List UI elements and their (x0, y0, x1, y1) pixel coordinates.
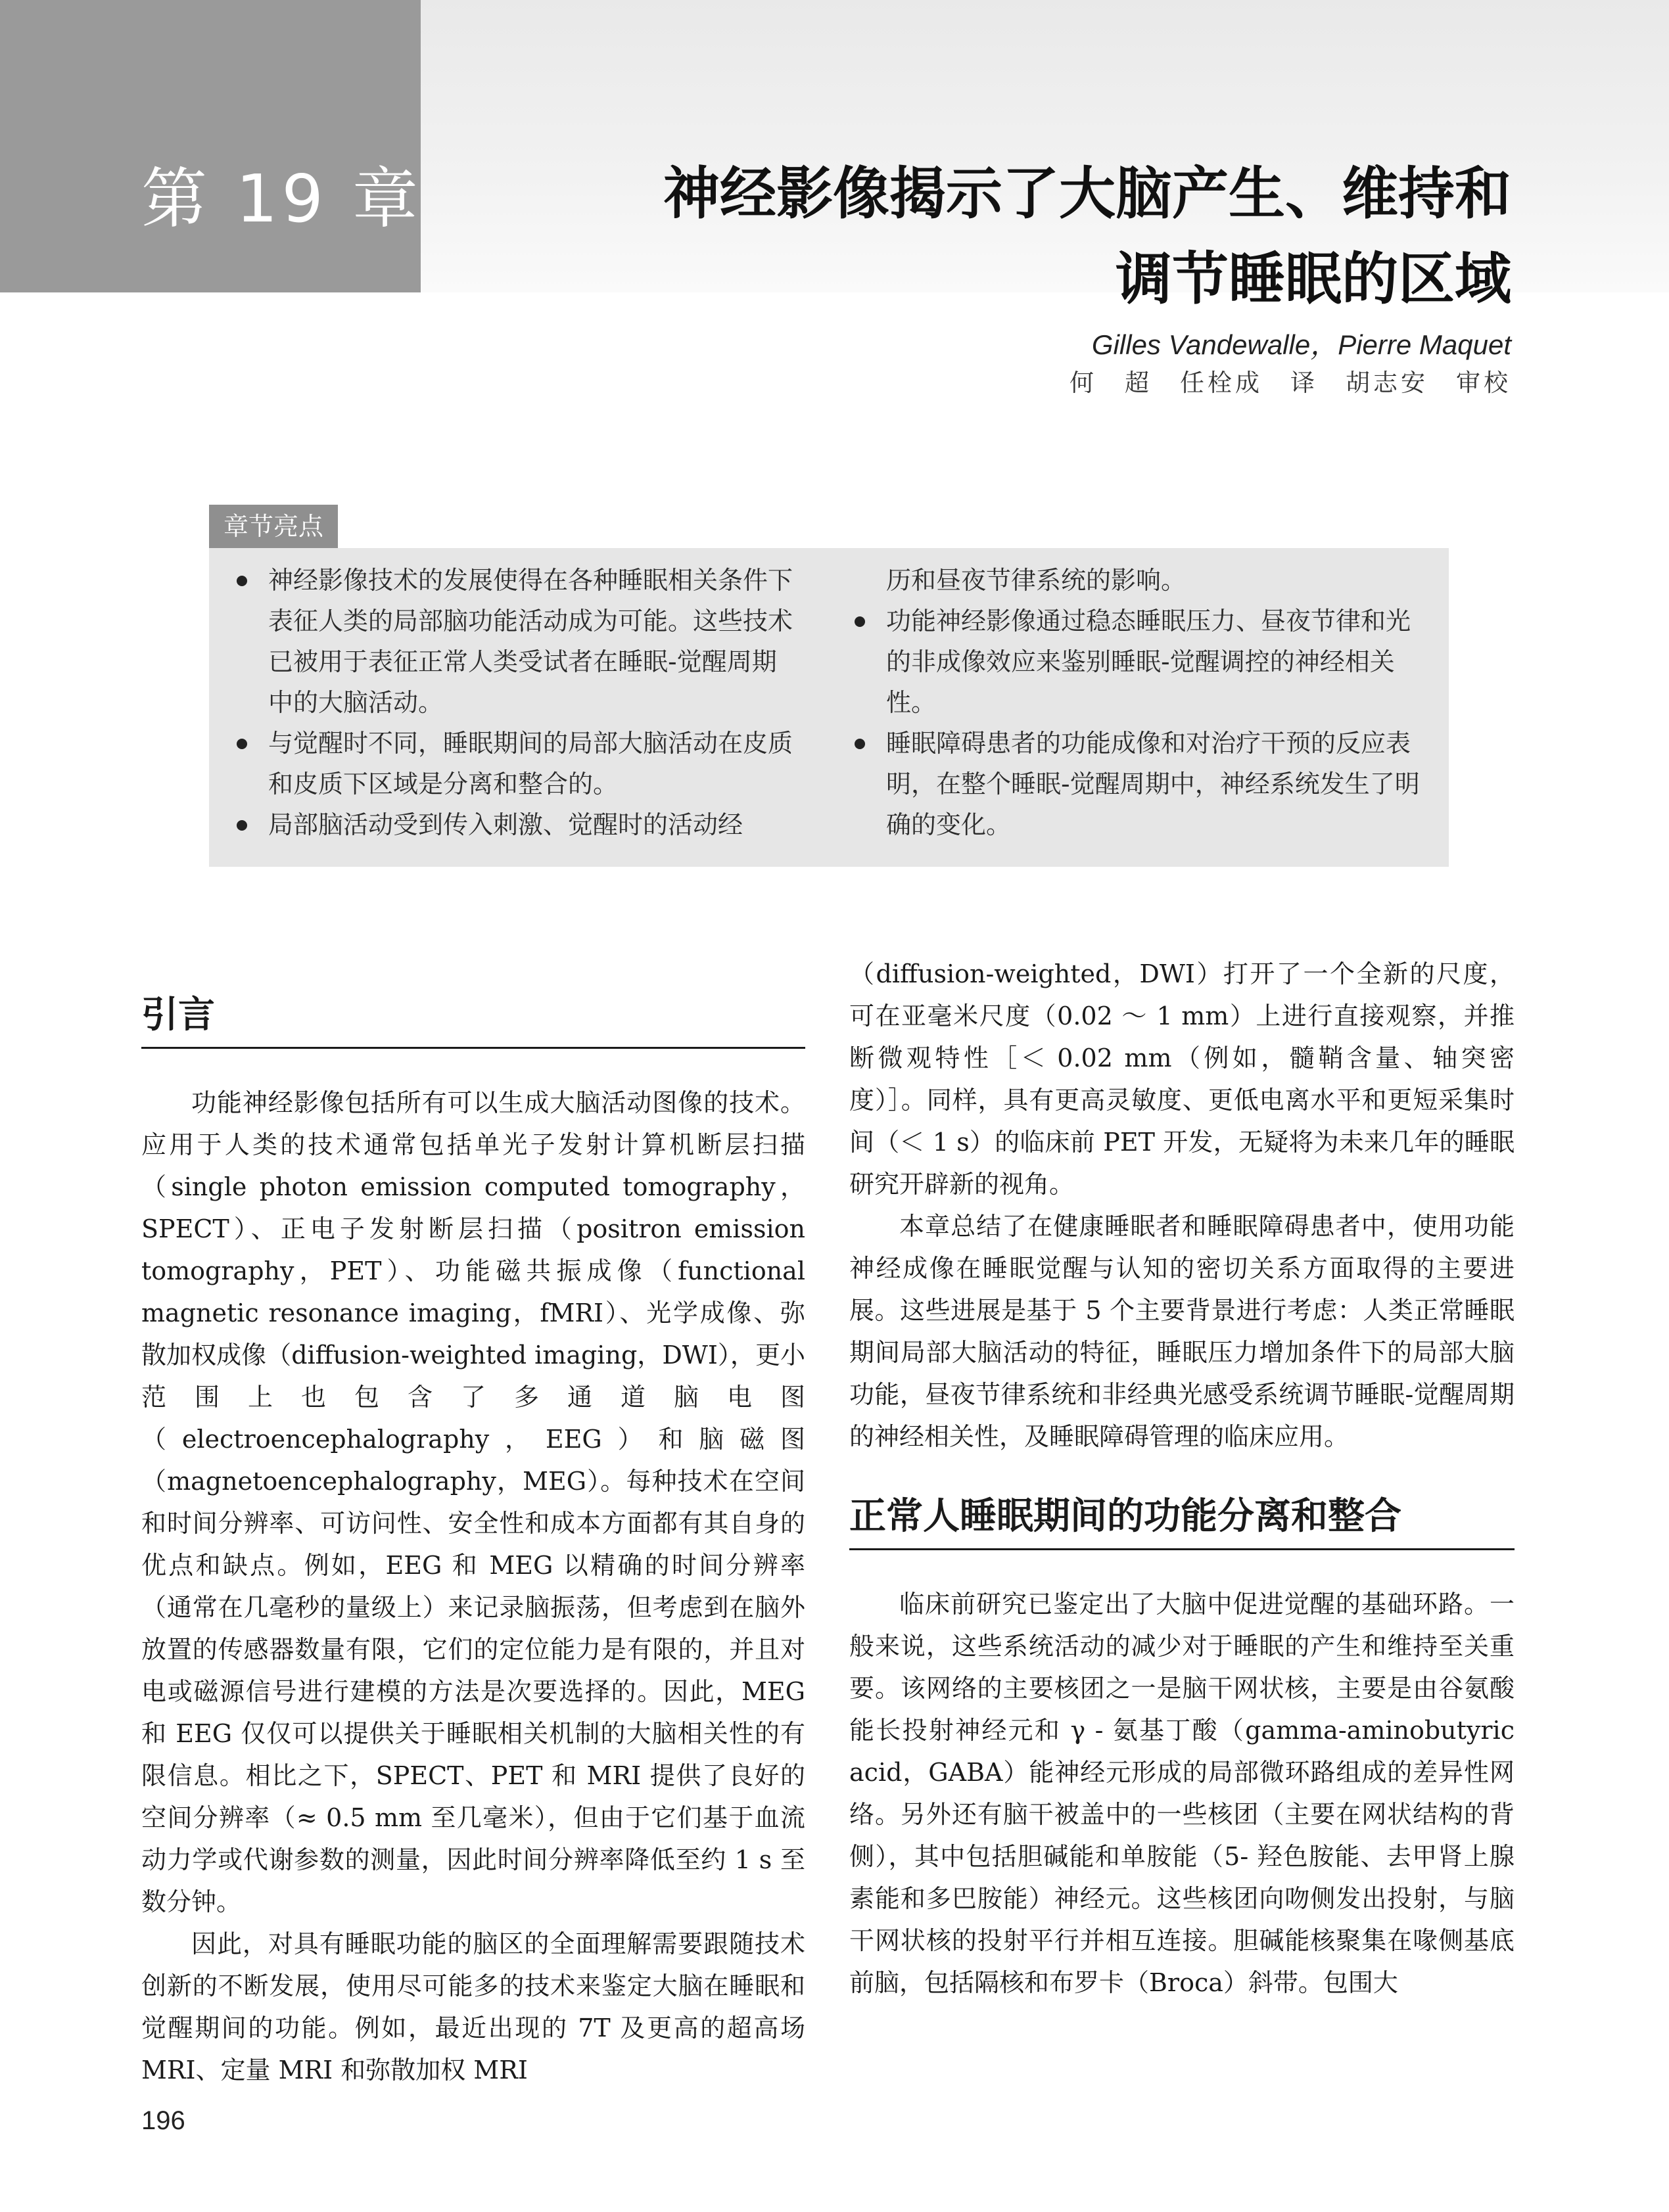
highlight-item: 局部脑活动受到传入刺激、觉醒时的活动经 (222, 804, 801, 845)
section-heading-functional-separation: 正常人睡眠期间的功能分离和整合 (849, 1490, 1515, 1550)
left-column (141, 989, 805, 2091)
highlight-item: 与觉醒时不同，睡眠期间的局部大脑活动在皮质和皮质下区域是分离和整合的。 (222, 723, 801, 804)
highlights-right-column (840, 560, 1432, 845)
highlight-item: 睡眠障碍患者的功能成像和对治疗干预的反应表明，在整个睡眠-觉醒周期中，神经系统发生了明确的变化。 (840, 723, 1432, 845)
highlights-box (209, 548, 1449, 867)
paragraph: 本章总结了在健康睡眠者和睡眠障碍患者中，使用功能神经成像在睡眠觉醒与认知的密切关系方面取得的主要进展。这些进展是基于 5 个主要背景进行考虑：人类正常睡眠期间局部大脑活动的特征，睡眠压力增加条件下的局部大脑功能，昼夜节律系统和非经典光感受系统调节睡眠-觉醒周期的神经相关性，及睡眠障碍管理的临床应用。 (849, 1212, 1515, 1451)
page-number: 196 (141, 2106, 185, 2135)
highlight-item: 功能神经影像通过稳态睡眠压力、昼夜节律和光的非成像效应来鉴别睡眠-觉醒调控的神经相关性。 (840, 601, 1432, 723)
chapter-title (394, 151, 1511, 322)
highlights-tag: 章节亮点 (209, 505, 338, 548)
translators: 何 超 任栓成 译 胡志安 审校 (1070, 369, 1511, 397)
highlight-item-continued: 历和昼夜节律系统的影响。 (886, 566, 1187, 595)
paragraph: （diffusion-weighted，DWI）打开了一个全新的尺度，可在亚毫米尺度（0.02 ～ 1 mm）上进行直接观察，并推断微观特性［＜ 0.02 mm（例如，髓鞘含量、轴突密度）］。同样，具有更高灵敏度、更低电离水平和更短采集时间（＜ 1 s）的临床前 PET 开发，无疑将为未来几年的睡眠研究开辟新的视角。 (849, 959, 1515, 1199)
chapter-label: 第 19 章 (141, 160, 422, 237)
section-heading-intro: 引言 (141, 989, 805, 1049)
paragraph: 功能神经影像包括所有可以生成大脑活动图像的技术。应用于人类的技术通常包括单光子发射计算机断层扫描（single photon emission computed tomography，SPECT）、正电子发射断层扫描（positron emission tomography，PET）、功能磁共振成像（functional magnetic resonance imaging，fMRI）、光学成像、弥散加权成像（diffusion-weighted imaging，DWI），更小范围上也包含了多通道脑电图（electroencephalography，EEG）和脑磁图（magnetoencephalography，MEG）。每种技术在空间和时间分辨率、可访问性、安全性和成本方面都有其自身的优点和缺点。例如，EEG 和 MEG 以精确的时间分辨率（通常在几毫秒的量级上）来记录脑振荡，但考虑到在脑外放置的传感器数量有限，它们的定位能力是有限的，并且对电或磁源信号进行建模的方法是次要选择的。因此，MEG 和 EEG 仅仅可以提供关于睡眠相关机制的大脑相关性的有限信息。相比之下，SPECT、PET 和 MRI 提供了良好的空间分辨率（≈ 0.5 mm 至几毫米），但由于它们基于血流动力学或代谢参数的测量，因此时间分辨率降低至约 1 s 至数分钟。 (141, 1088, 805, 1916)
paragraph: 因此，对具有睡眠功能的脑区的全面理解需要跟随技术创新的不断发展，使用尽可能多的技术来鉴定大脑在睡眠和觉醒期间的功能。例如，最近出现的 7T 及更高的超高场 MRI、定量 MRI 和弥散加权 MRI (141, 1929, 805, 2085)
highlight-item: 神经影像技术的发展使得在各种睡眠相关条件下表征人类的局部脑功能活动成为可能。这些技术已被用于表征正常人类受试者在睡眠-觉醒周期中的大脑活动。 (222, 560, 801, 723)
chapter-box (0, 0, 421, 292)
highlights-left-column (222, 560, 801, 845)
right-column (849, 953, 1515, 2004)
authors: Gilles Vandewalle，Pierre Maquet (1091, 329, 1511, 360)
chapter-title-line-2: 调节睡眠的区域 (1116, 246, 1511, 312)
chapter-title-line-1: 神经影像揭示了大脑产生、维持和 (663, 161, 1511, 227)
paragraph: 临床前研究已鉴定出了大脑中促进觉醒的基础环路。一般来说，这些系统活动的减少对于睡眠的产生和维持至关重要。该网络的主要核团之一是脑干网状核，主要是由谷氨酸能长投射神经元和 γ - 氨基丁酸（gamma-aminobutyric acid，GABA）能神经元形成的局部微环路组成的差异性网络。另外还有脑干被盖中的一些核团（主要在网状结构的背侧），其中包括胆碱能和单胺能（5- 羟色胺能、去甲肾上腺素能和多巴胺能）神经元。这些核团向吻侧发出投射，与脑干网状核的投射平行并相互连接。胆碱能核聚集在喙侧基底前脑，包括隔核和布罗卡（Broca）斜带。包围大 (849, 1590, 1515, 1997)
